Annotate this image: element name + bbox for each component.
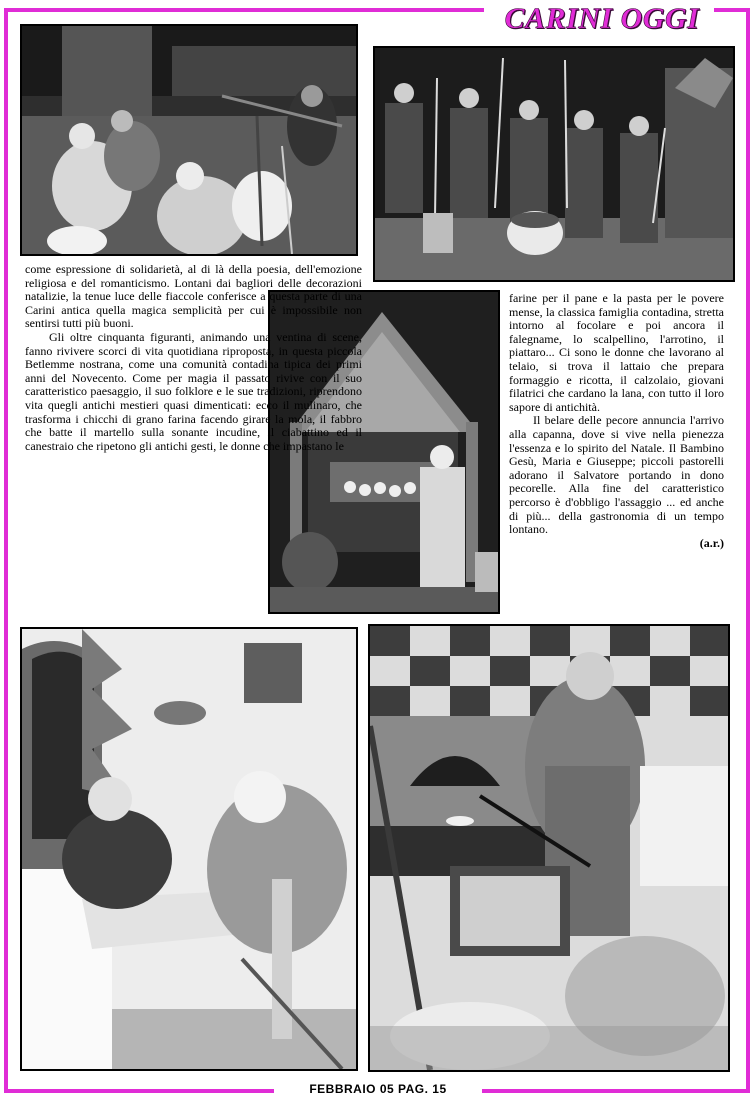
frame-top-right	[714, 8, 750, 12]
article-paragraph: come espressione di solidarietà, al di là della poesia, dell'emozione religiosa e del romanticismo. Lontani dai bagliori delle decorazioni natalizie, la tenue luce delle fiaccole conferisce a questa parte di una Carini antica quella magica semplicità per cui è impossibile non sentirsi tutti più buoni.	[25, 262, 362, 331]
article-paragraph: Il belare delle pecore annuncia l'arrivo alla capanna, dove si vive nella pienezza l'essenza e lo spirito del Natale. Il Bambino Gesù, Maria e Giuseppe; piccoli pastorelli adorano il Salvatore portando in dono pecorelle. Alla fine del caratteristico percorso è d'obbligo l'assaggio ... ed anche di più... della gastronomia di un tempo lontano.	[509, 413, 724, 537]
frame-bottom-left	[4, 1089, 274, 1093]
article-column-left	[25, 263, 362, 453]
article-column-right	[509, 292, 724, 550]
photo-roman-soldiers	[373, 46, 735, 282]
masthead-title: CARINI OGGI	[504, 2, 700, 35]
photo-woman-oven	[368, 624, 730, 1072]
masthead	[494, 0, 710, 38]
frame-top-left	[4, 8, 484, 12]
page-footer	[276, 1080, 480, 1097]
article-paragraph: Gli oltre cinquanta figuranti, animando una ventina di scene, fanno rivivere scorci di vita quotidiana riproposta, in questa piccola Betlemme nostrana, come una comunità contadina tipica dei primi anni del Novecento. Come per magia il passato rivive con il suo caratteristico paesaggio, il suo folklore e le sue tradizioni, riprendono vita quegli antichi mestieri quasi dimenticati: ecco il mulinaro, che trasforma i chicchi di grano farina facendo girare la mola, il fabbro che batte il martello sulla sonante incudine, il ciabattino ed il canestraio che ripetono gli antichi gesti, le donne che impastano le	[25, 329, 362, 453]
article-signature: (a.r.)	[699, 535, 724, 550]
frame-right	[746, 8, 750, 1093]
photo-women-pasta	[20, 627, 358, 1071]
frame-left	[4, 8, 8, 1093]
frame-bottom-right	[482, 1089, 750, 1093]
article-paragraph: farine per il pane e la pasta per le povere mense, la classica famiglia contadina, stretta intorno al focolare e poi ancora il falegname, lo scalpellino, l'arrotino, il piattaro... Ci sono le donne che lavorano al telaio, si trova il lattaio che prepara formaggio e ricotta, il calzolaio, giovani filatrici che cardano la lana, con tutto il loro sapore di antichità.	[509, 291, 724, 414]
photo-women-weaving	[20, 24, 358, 256]
footer-page-number: FEBBRAIO 05 PAG. 15	[309, 1081, 447, 1096]
